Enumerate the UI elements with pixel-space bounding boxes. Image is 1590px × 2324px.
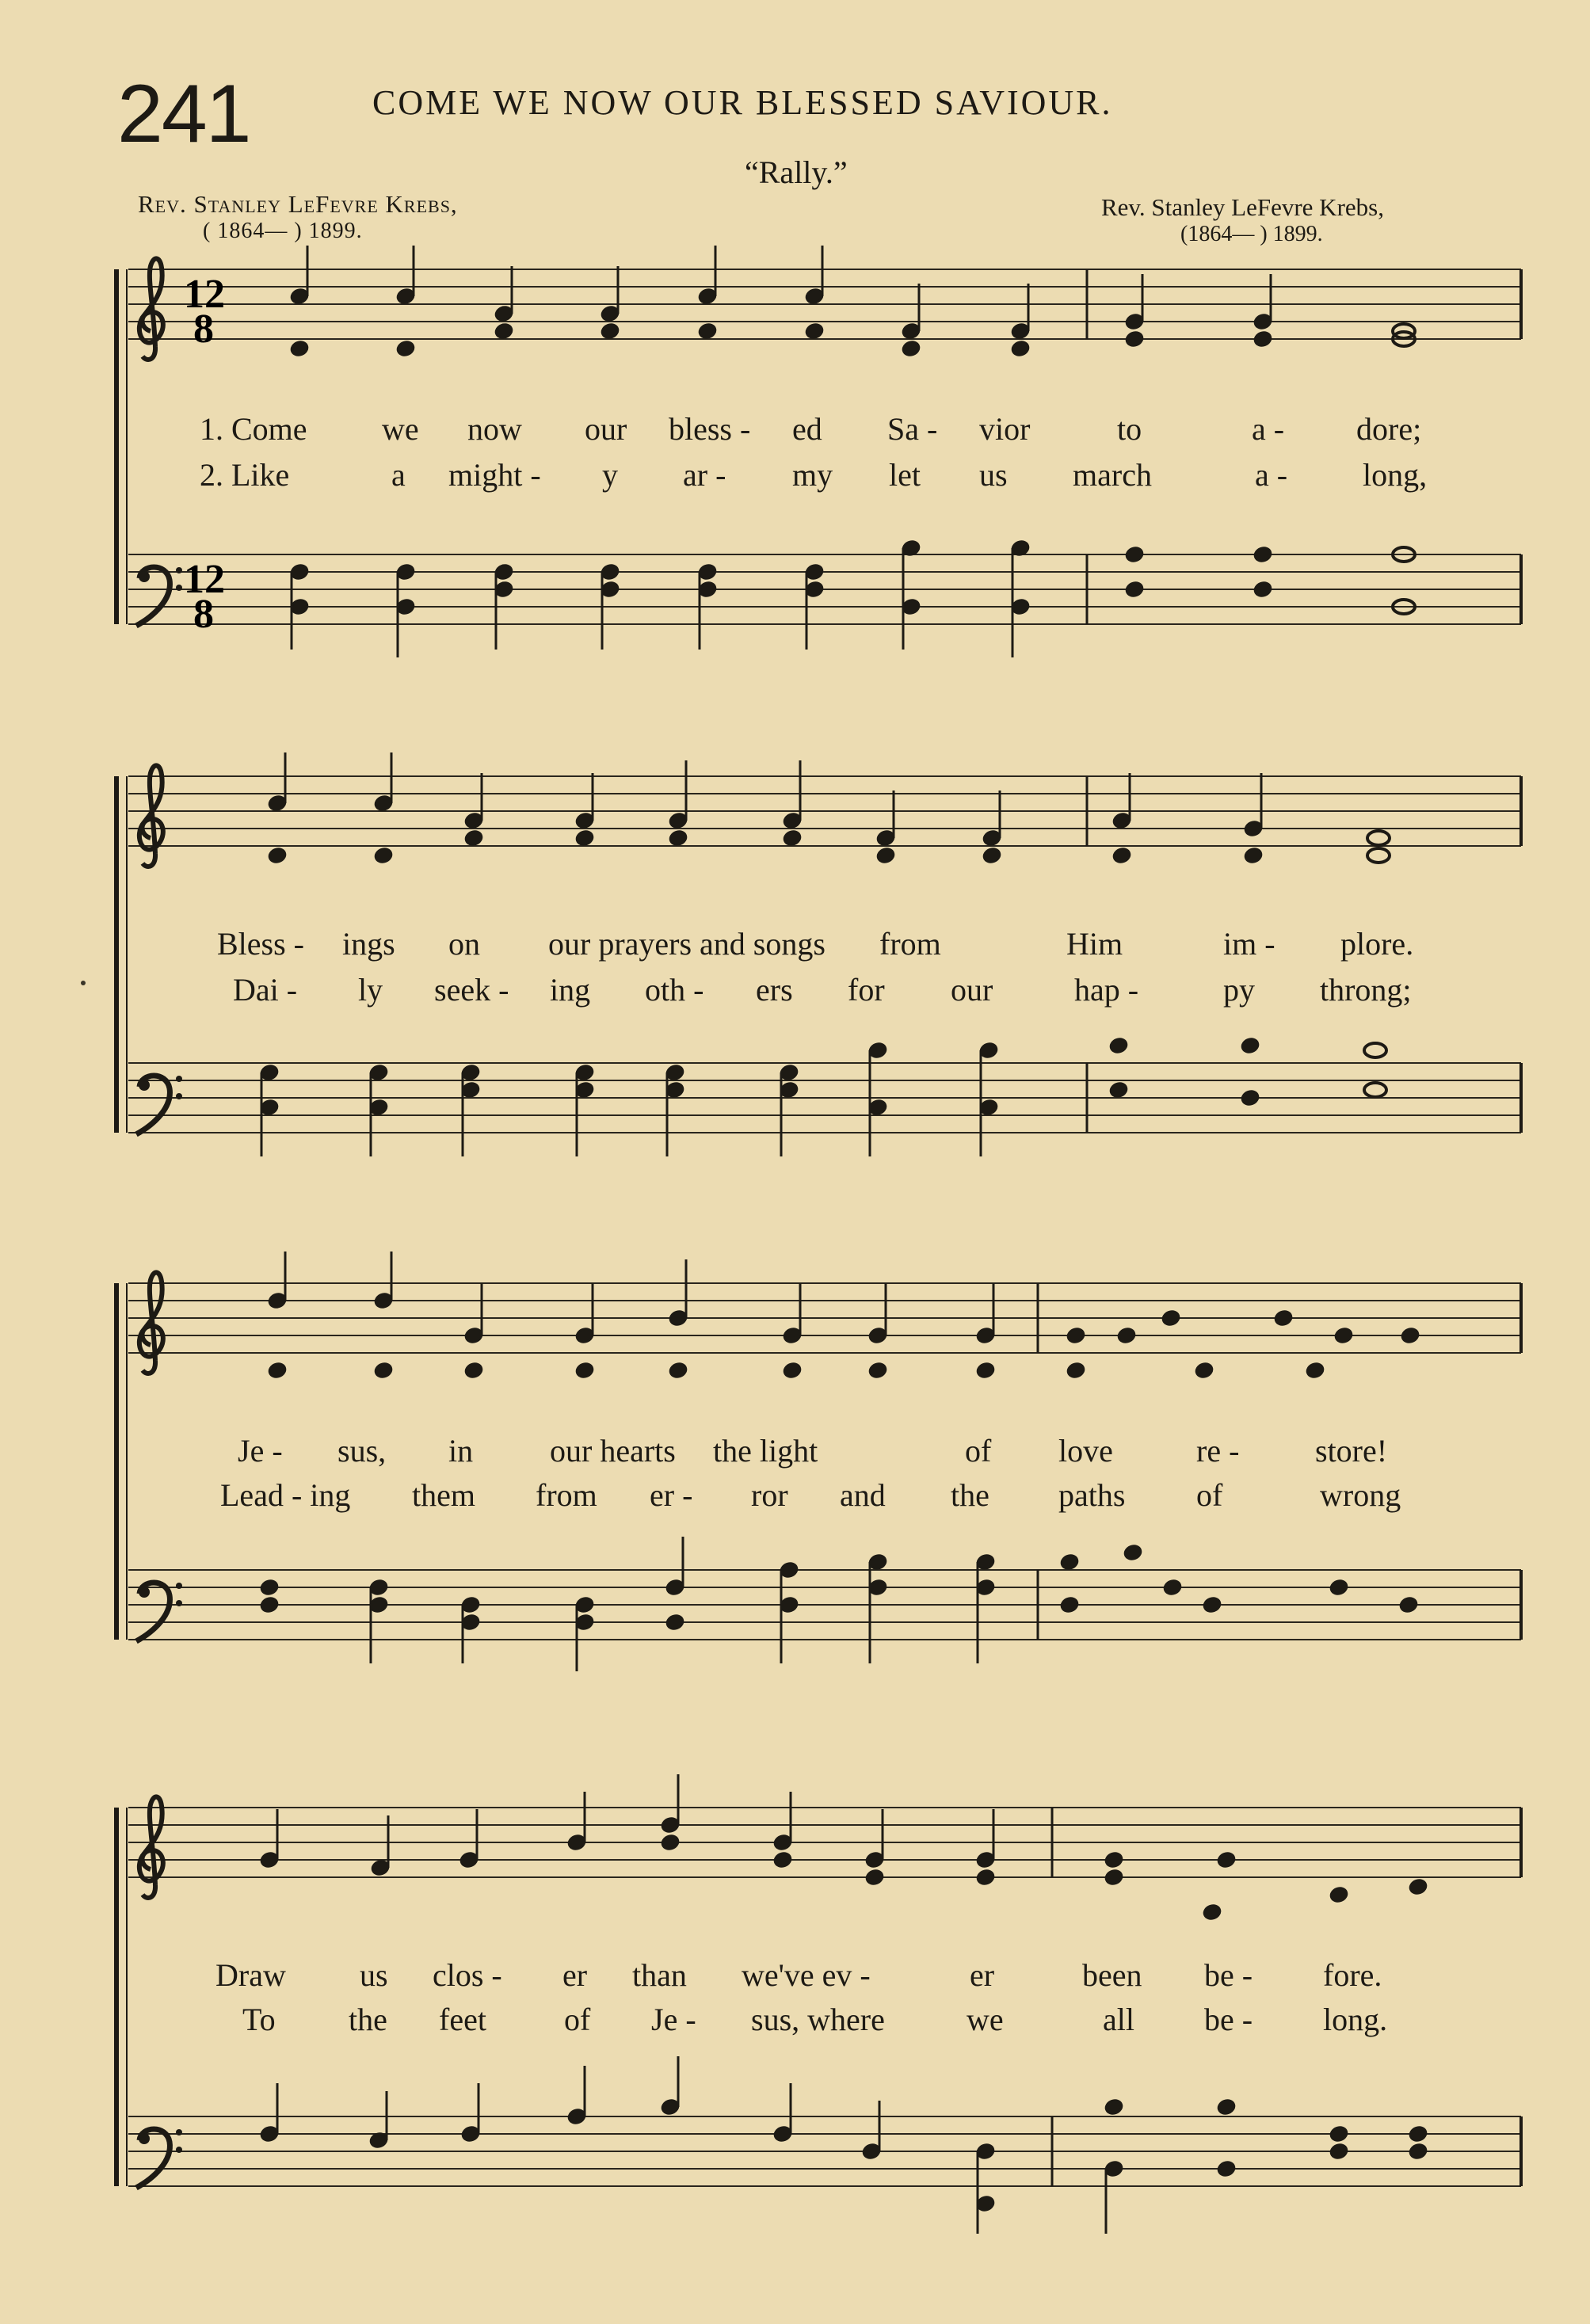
treble-clef-icon bbox=[139, 258, 163, 360]
lyric-word: of bbox=[965, 1433, 992, 1469]
lyric-word: wrong bbox=[1320, 1477, 1401, 1513]
lyric-word: march bbox=[1073, 457, 1152, 493]
system-4 bbox=[128, 1808, 1521, 2186]
lyric-word: im - bbox=[1223, 926, 1275, 962]
lyric-word: from bbox=[879, 926, 941, 962]
lyric-word: we bbox=[382, 411, 419, 447]
lyric-word: long, bbox=[1363, 457, 1428, 493]
system-1 bbox=[128, 269, 1521, 624]
treble-staff-1 bbox=[128, 269, 1521, 339]
lyric-word: Him bbox=[1066, 926, 1123, 962]
tune-name: “Rally.” bbox=[745, 154, 848, 190]
notes-system-1 bbox=[290, 246, 1415, 357]
lyric-word: ers bbox=[756, 972, 793, 1008]
lyric-word: ed bbox=[792, 411, 822, 447]
lyric-word: clos - bbox=[433, 1957, 502, 1993]
lyric-word: our hearts bbox=[550, 1433, 676, 1469]
lyric-word: long. bbox=[1323, 2002, 1388, 2037]
lyric-word: our prayers and songs bbox=[548, 926, 826, 962]
lyric-word: ing bbox=[550, 972, 591, 1008]
lyric-word: Bless - bbox=[217, 926, 304, 962]
lyric-word: a bbox=[391, 457, 406, 493]
lyric-word: oth - bbox=[645, 972, 704, 1008]
words-author: Rev. Stanley LeFevre Krebs, bbox=[138, 190, 458, 218]
words-author-dates: ( 1864— ) 1899. bbox=[203, 218, 363, 243]
lyric-word: in bbox=[448, 1433, 474, 1469]
lyric-word: we bbox=[967, 2002, 1004, 2037]
lyric-word: To bbox=[242, 2002, 276, 2037]
hymn-number: 241 bbox=[117, 68, 250, 160]
lyric-word: them bbox=[412, 1477, 475, 1513]
lyric-word: hap - bbox=[1074, 972, 1139, 1008]
music-composer-dates: (1864— ) 1899. bbox=[1180, 221, 1323, 246]
lyric-word: ar - bbox=[683, 457, 726, 493]
lyric-word: Draw bbox=[215, 1957, 286, 1993]
lyric-word: 1. Come bbox=[200, 411, 307, 447]
lyric-word: our bbox=[585, 411, 627, 447]
lyric-word: might - bbox=[448, 457, 541, 493]
lyric-word: be - bbox=[1204, 1957, 1253, 1993]
lyric-word: now bbox=[467, 411, 522, 447]
lyric-word: of bbox=[1196, 1477, 1223, 1513]
lyric-word: py bbox=[1223, 972, 1255, 1008]
time-sig-bottom: 8 bbox=[193, 307, 214, 352]
lyric-word: for bbox=[848, 972, 885, 1008]
lyric-word: from bbox=[536, 1477, 597, 1513]
lyric-word: the bbox=[951, 1477, 989, 1513]
bass-clef-icon bbox=[136, 567, 182, 626]
lyric-word: us bbox=[360, 1957, 388, 1993]
lyric-word: er bbox=[970, 1957, 995, 1993]
lyric-word: bless - bbox=[669, 411, 751, 447]
hymn-title: COME WE NOW OUR BLESSED SAVIOUR. bbox=[372, 83, 1113, 122]
lyric-word: ings bbox=[342, 926, 395, 962]
lyric-word: 2. Like bbox=[200, 457, 290, 493]
time-sig-top: 12 bbox=[184, 272, 225, 317]
music-composer: Rev. Stanley LeFevre Krebs, bbox=[1101, 193, 1384, 221]
lyric-word: re - bbox=[1196, 1433, 1240, 1469]
lyric-word: of bbox=[564, 2002, 591, 2037]
lyric-word: we've ev - bbox=[742, 1957, 871, 1993]
lyric-word: vior bbox=[979, 411, 1031, 447]
lyric-word: seek - bbox=[434, 972, 509, 1008]
lyric-word: y bbox=[602, 457, 618, 493]
lyric-word: a - bbox=[1255, 457, 1288, 493]
lyric-word: on bbox=[448, 926, 480, 962]
lyric-word: our bbox=[951, 972, 993, 1008]
lyric-word: a - bbox=[1252, 411, 1285, 447]
lyric-word: and bbox=[840, 1477, 886, 1513]
lyric-word: Sa - bbox=[887, 411, 938, 447]
print-speck bbox=[81, 981, 86, 985]
bass-staff-1 bbox=[128, 554, 1521, 624]
lyric-word: all bbox=[1103, 2002, 1134, 2037]
lyric-word: er bbox=[562, 1957, 588, 1993]
lyric-word: er - bbox=[650, 1477, 693, 1513]
lyric-word: us bbox=[979, 457, 1008, 493]
lyric-word: plore. bbox=[1340, 926, 1414, 962]
lyric-word: the bbox=[349, 2002, 387, 2037]
lyric-word: ly bbox=[358, 972, 383, 1008]
lyric-word: sus, bbox=[337, 1433, 387, 1469]
lyric-word: paths bbox=[1058, 1477, 1126, 1513]
lyric-word: my bbox=[792, 457, 833, 493]
lyric-word: store! bbox=[1315, 1433, 1388, 1469]
lyric-word: to bbox=[1117, 411, 1142, 447]
lyric-word: Dai - bbox=[233, 972, 298, 1008]
lyric-word: fore. bbox=[1323, 1957, 1382, 1993]
lyric-word: feet bbox=[439, 2002, 486, 2037]
lyric-word: sus, where bbox=[751, 2002, 885, 2037]
lyric-word: dore; bbox=[1356, 411, 1422, 447]
lyric-word: Je - bbox=[238, 1433, 283, 1469]
lyric-word: throng; bbox=[1320, 972, 1412, 1008]
lyric-word: Lead - ing bbox=[220, 1477, 351, 1513]
svg-text:12: 12 bbox=[184, 557, 225, 602]
lyric-word: than bbox=[632, 1957, 687, 1993]
lyric-word: ror bbox=[751, 1477, 788, 1513]
lyric-word: Je - bbox=[651, 2002, 696, 2037]
lyric-word: the light bbox=[713, 1433, 818, 1469]
lyric-word: be - bbox=[1204, 2002, 1253, 2037]
svg-text:8: 8 bbox=[193, 592, 214, 637]
lyric-word: love bbox=[1058, 1433, 1113, 1469]
lyric-word: been bbox=[1082, 1957, 1142, 1993]
lyric-word: let bbox=[889, 457, 921, 493]
